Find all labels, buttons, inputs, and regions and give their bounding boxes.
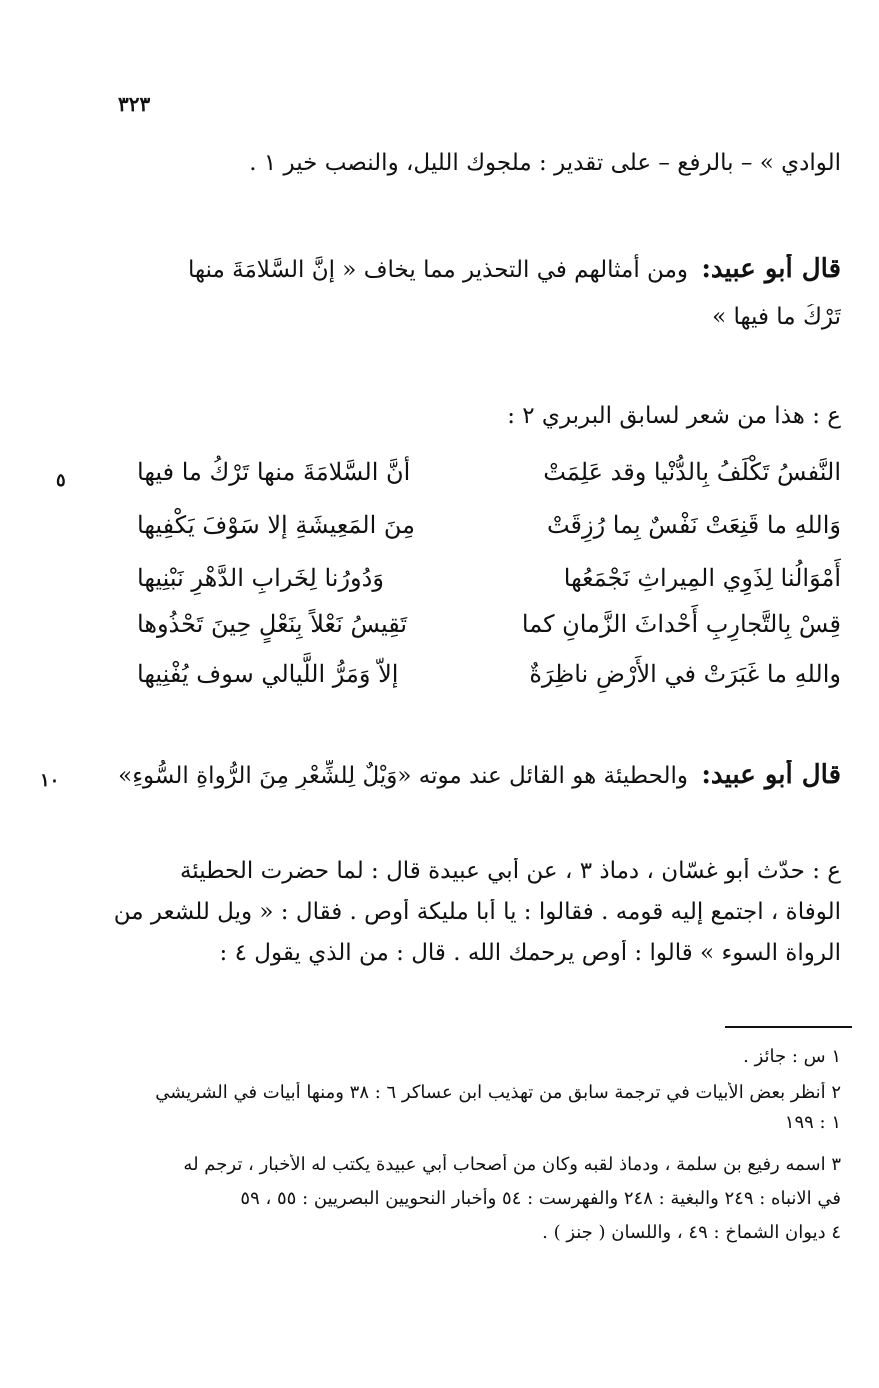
section2-heading: قال أبو عبيد: [701, 760, 841, 790]
section1-line1 [112, 254, 841, 284]
commentary2-line: الرواة السوء » قالوا : أوصِ يرحمك الله . قال : من الذي يقول ٤ : [219, 940, 841, 966]
section1-text: ومن أمثالهم في التحذير مما يخاف « إنَّ السَّلامَةَ منها [187, 257, 688, 283]
footnote-line: ٤ ديوان الشماخ : ٤٩ ، واللسان ( جنز ) . [542, 1222, 841, 1243]
verse-row [137, 564, 841, 592]
verse-hemistich-right: قِسْ بِالتَّجارِبِ أَحْداثَ الزَّمانِ كما [521, 610, 841, 638]
footnote-line: ١ س : جائز . [743, 1046, 841, 1067]
verse-row [137, 511, 841, 539]
verse-row [137, 458, 841, 486]
verse-hemistich-right: النَّفسُ تَكْلَفُ بِالدُّنْيا وقد عَلِمَتْ [543, 458, 841, 486]
margin-line-number: ١٠ [40, 770, 60, 791]
commentary1: ع : هذا من شعر لسابق البربري ٢ : [507, 403, 841, 429]
footnote-line: ١ : ١٩٩ [784, 1112, 841, 1133]
commentary2-line: الوفاة ، اجتمع إليه قومه . فقالوا : يا أبا مليكة أوص . فقال : « ويل للشعر من [113, 899, 841, 925]
section1-line2: تَرْكُ ما فيها » [712, 304, 841, 330]
section2-text: والحطيئة هو القائل عند موته «وَيْلٌ لِلشِّعْرِ مِنَ الرُّواةِ السُّوءِ» [118, 763, 688, 789]
verse-hemistich-right: وَاللهِ ما قَنِعَتْ نَفْسٌ بِما رُزِقَتْ [546, 511, 841, 539]
verse-hemistich-left: مِنَ المَعِيشَةِ إلا سَوْفَ يَكْفِيها [137, 511, 416, 539]
footnote-line: ٢ أنظر بعض الأبيات في ترجمة سابق من تهذيب ابن عساكر ٦ : ٣٨ ومنها أبيات في الشريشي [155, 1082, 841, 1103]
verse-hemistich-left: إلاّ وَمَرُّ اللَّيالي سوف يُفْنِيها [137, 660, 399, 688]
section2-line [112, 760, 841, 790]
verse-hemistich-right: واللهِ ما غَبَرَتْ في الأَرْضِ ناظِرَةٌ [529, 660, 841, 688]
verse-hemistich-left: وَدُورُنا لِخَرابِ الدَّهْرِ نَبْنِيها [137, 564, 384, 592]
commentary2-line: ع : حدّث أبو غسّان ، دماذ ٣ ، عن أبي عبيدة قال : لما حضرت الحطيئة [179, 858, 841, 884]
section1-heading: قال أبو عبيد: [701, 254, 841, 284]
intro-line: الوادي » – بالرفع – على تقدير : ملجوك الليل، والنصب خير ١ . [249, 150, 841, 176]
margin-line-number: ٥ [56, 470, 66, 491]
verse-hemistich-left: أنَّ السَّلامَةَ منها تَرْكُ ما فيها [137, 458, 411, 486]
verse-row [137, 660, 841, 688]
verse-hemistich-left: تَقِيسُ نَعْلاً بِنَعْلٍ حِينَ تَحْذُوها [137, 610, 408, 638]
page-number: ٣٢٣ [118, 92, 151, 116]
verse-hemistich-right: أَمْوَالُنا لِذَوِي المِيراثِ نَجْمَعُها [563, 564, 841, 592]
verse-row [137, 610, 841, 638]
footnote-divider [725, 1026, 852, 1028]
footnote-line: في الانباه : ٢٤٩ والبغية : ٢٤٨ والفهرست : ٥٤ وأخبار النحويين البصريين : ٥٥ ، ٥٩ [240, 1188, 841, 1209]
footnote-line: ٣ اسمه رفيع بن سلمة ، ودماذ لقبه وكان من أصحاب أبي عبيدة يكتب له الأخبار ، ترجم له [183, 1154, 841, 1175]
